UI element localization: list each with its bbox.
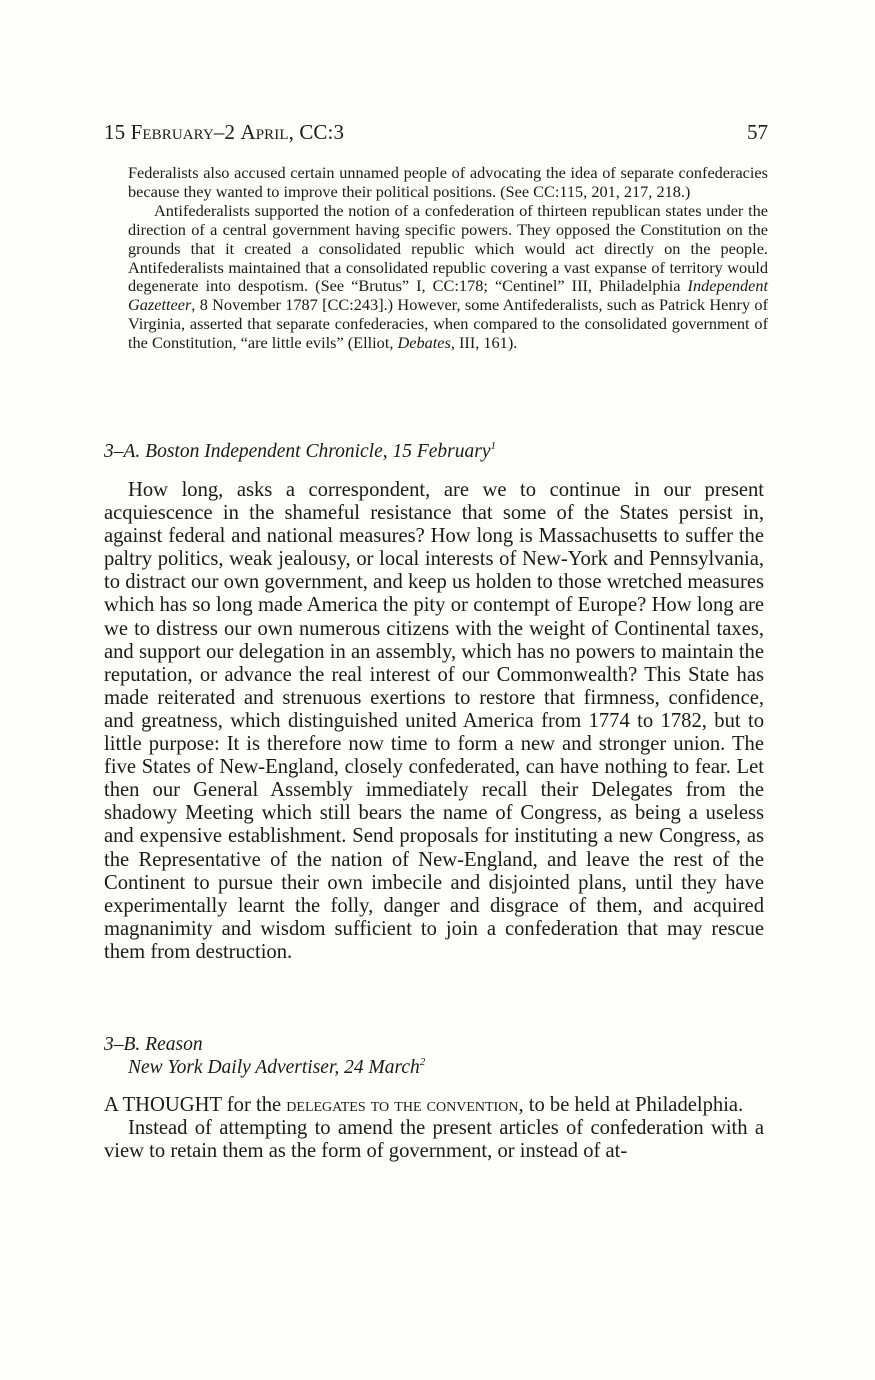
document-text-3b bbox=[104, 1094, 764, 1163]
body-paragraph: Instead of attempting to amend the present articles of confederation with a view to retain them as the form of government, or instead of at- bbox=[104, 1117, 764, 1163]
editorial-note bbox=[128, 164, 768, 353]
running-head: 15 February–2 April, CC:3 bbox=[104, 120, 345, 144]
body-paragraph: How long, asks a correspondent, are we to continue in our present acquiescence in the shameful resistance that some of the States persist in, against federal and national measures? How long is Massachusetts to suffer the paltry politics, weak jealousy, or local interests of New-York and Pennsylvania, to distract our own government, and keep us holden to those wretched measures which has so long made America the pity or contempt of Europe? How long are we to distress our own numerous citizens with the weight of Continental taxes, and support our delegation in an assembly, which has no powers to maintain the reputation, or advance the real interest of our Commonwealth? This State has made reiterated and strenuous exertions to restore that firmness, confidence, and greatness, which distinguished united America from 1774 to 1782, but to little purpose: It is therefore now time to form a new and stronger union. The five States of New-England, closely confederated, can have nothing to fear. Let then our General Assembly immediately recall their Delegates from the shadowy Meeting which still bears the name of Congress, as being a useless and expensive establishment. Send proposals for instituting a new Congress, as the Representative of the nation of New-England, and leave the rest of the Continent to pursue their own imbecile and disjointed plans, until they have experimentally learnt the folly, danger and disgrace of them, and acquired magnanimity and wisdom sufficient to join a confederation that may rescue them from destruction. bbox=[104, 479, 764, 963]
document-text-3a bbox=[104, 479, 764, 964]
footnote-marker[interactable]: 1 bbox=[490, 440, 496, 452]
document-heading-3b: 3–B. Reason bbox=[104, 1034, 203, 1055]
document-heading-3a: 3–A. Boston Independent Chronicle, 15 February$^1$ bbox=[104, 440, 496, 462]
page-number: 57 bbox=[747, 120, 768, 144]
footnote-marker[interactable]: 2 bbox=[419, 1056, 426, 1068]
editorial-paragraph: Federalists also accused certain unnamed people of advocating the idea of separate confederacies because they wanted to improve their political positions. (See CC:115, 201, 217, 218.) bbox=[128, 163, 768, 201]
document-subheading-3b: New York Daily Advertiser, 24 March$^2$ bbox=[128, 1056, 426, 1078]
body-paragraph: A THOUGHT for the delegates to the convention, to be held at Philadelphia. bbox=[104, 1094, 744, 1116]
editorial-paragraph: Antifederalists supported the notion of a confederation of thirteen republican states under the direction of a central government having specific powers. They opposed the Constitution on the grounds that it created a consolidated republic which would act directly on the people. Antifederalists maintained that a consolidated republic covering a vast expanse of territory would degenerate into despotism. (See “Brutus” I, CC:178; “Centinel” III, Philadelphia Independent Gazetteer, 8 November 1787 [CC:243].) However, some Antifederalists, such as Patrick Henry of Virginia, asserted that separate confederacies, when compared to the consolidated government of the Constitution, “are little evils” (Elliot, Debates, III, 161). bbox=[128, 200, 768, 353]
